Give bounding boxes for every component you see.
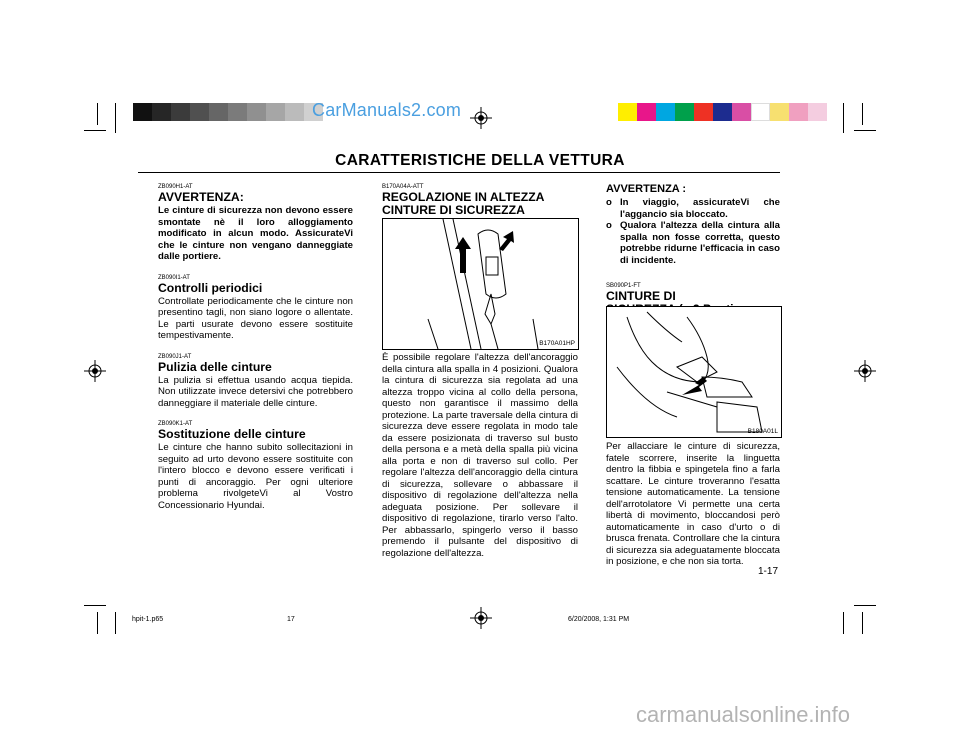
section-text: Per allacciare le cinture di sicurezza, fatele scorrere, inserite la linguetta dentro la fibbia e spingetela fino a farla scattare. Le cinture troveranno l'esatta tensione automaticamente. La tensione dell'arrotolatore Vi permette una certa libertà di movimento, bloccandosi però automaticamente in caso d'urto o di brusca frenata. Controllare che la cintura di sicurezza sia adeguatamente bloccata in posizione, e che non sia torta. [606, 441, 780, 567]
color-swatch [190, 103, 209, 121]
crop-mark [862, 612, 863, 634]
crop-mark [843, 612, 844, 634]
registration-mark-icon [470, 107, 492, 129]
warning-item: o Qualora l'altezza della cintura alla spalla non fosse corretta, questo potrebbe ridurne l'efficacia in caso di incidente. [606, 220, 780, 266]
color-swatch [770, 103, 789, 121]
color-swatch [713, 103, 732, 121]
gray-calibration-bar [133, 103, 323, 121]
section-code: ZB090H1-AT [158, 184, 193, 190]
middle-column-text [382, 352, 578, 559]
middle-column [382, 183, 578, 218]
figure-caption: B180A01L [747, 428, 778, 435]
color-swatch [637, 103, 656, 121]
color-swatch [618, 103, 637, 121]
footer-page: 17 [287, 616, 295, 623]
warning-list [606, 197, 780, 266]
section-heading: Controlli periodici [158, 280, 263, 295]
crop-mark [854, 605, 876, 606]
crop-mark [862, 103, 863, 125]
section-code: SB090P1-FT [606, 283, 641, 289]
section-text: Controllate periodicamente che le cinture non presentino tagli, non siano logore o allentate. Le parti usurate devono essere sostituite tempestivamente. [158, 295, 353, 341]
right-column-text [606, 441, 780, 568]
warning-item: o In viaggio, assicurateVi che l'aggancio sia bloccato. [606, 197, 780, 220]
crop-mark [843, 103, 844, 133]
left-column [158, 183, 353, 511]
page-number: 1-17 [758, 566, 779, 577]
color-swatch [285, 103, 304, 121]
section-heading: CINTURE DI [606, 289, 676, 303]
seatbelt-height-illustration [383, 219, 578, 349]
seatbelt-buckle-illustration [607, 307, 781, 437]
color-swatch [732, 103, 751, 121]
color-swatch [152, 103, 171, 121]
crop-mark [115, 612, 116, 634]
registration-mark-icon [84, 360, 106, 382]
crop-mark [115, 103, 116, 133]
crop-mark [97, 103, 98, 125]
registration-mark-icon [470, 607, 492, 629]
crop-mark [84, 130, 106, 131]
color-swatch [789, 103, 808, 121]
section-code: ZB090K1-AT [158, 421, 193, 427]
warning-heading: AVVERTENZA : [606, 183, 687, 195]
figure-caption: B170A01HP [539, 340, 575, 347]
seatbelt-height-figure [382, 218, 579, 350]
section-heading: Pulizia delle cinture [158, 359, 272, 374]
color-swatch [209, 103, 228, 121]
color-swatch [247, 103, 266, 121]
section-code: B170A04A-ATT [382, 184, 424, 190]
footer-file: hpit-1.p65 [132, 616, 164, 623]
color-swatch [808, 103, 827, 121]
brand-logo-text: CarManuals2.com [312, 100, 462, 120]
color-calibration-bar [618, 103, 827, 121]
section-text: È possibile regolare l'altezza dell'ancoraggio della cintura alla spalla in 4 posizioni. Qualora la cintura di sicurezza sia regolata ad una altezza troppo vicina al collo della persona, questo non garantisce il massimo della protezione. La parte traversale della cintura di sicurezza deve essere regolata in modo tale da essere posizionata di traverso sul busto della persona e a metà della spalla più vicina alla porta e non di traverso sul collo. Per regolare l'altezza dell'ancoraggio della cintura di sicurezza, sollevare o abbassare il dispositivo di regolazione dell'altezza nella adeguata posizione. Per sollevare il dispositivo di regolazione, tirarlo verso l'alto. Per abbassarlo, spingerlo verso il basso premendo il pulsante del dispositivo di regolazione dell'altezza. [382, 352, 578, 559]
section-text: La pulizia si effettua usando acqua tiepida. Non utilizzate invece detersivi che potrebbero danneggiare il materiale delle cinture. [158, 374, 353, 409]
crop-mark [854, 130, 876, 131]
color-swatch [171, 103, 190, 121]
section-code: ZB090J1-AT [158, 353, 192, 360]
color-swatch [266, 103, 285, 121]
footer-date: 6/20/2008, 1:31 PM [568, 616, 630, 623]
section-heading: REGOLAZIONE IN ALTEZZA CINTURE DI SICUREZZA [382, 190, 545, 217]
color-swatch [694, 103, 713, 121]
section-text: Le cinture di sicurezza non devono essere smontate nè il loro alloggiamento modificato in alcun modo. AssicurateVi che le cinture non vengano danneggiate dalle portiere. [158, 205, 353, 262]
color-swatch [675, 103, 694, 121]
color-swatch [228, 103, 247, 121]
registration-mark-icon [854, 360, 876, 382]
section-heading: AVVERTENZA: [158, 190, 244, 204]
page-title: CARATTERISTICHE DELLA VETTURA [335, 152, 625, 169]
section-text: Le cinture che hanno subito sollecitazioni in seguito ad urto devono essere sostituite con l'intero blocco e devono essere verificati i punti di ancoraggio. Per ogni ulteriore problema rivolgeteVi al Vostro Concessionario Hyundai. [158, 442, 353, 511]
section-heading: Sostituzione delle cinture [158, 427, 306, 441]
section-code: ZB090I1-AT [158, 274, 190, 281]
seatbelt-buckle-figure [606, 306, 782, 438]
color-swatch [656, 103, 675, 121]
color-swatch [133, 103, 152, 121]
crop-mark [97, 612, 98, 634]
title-divider [138, 172, 780, 173]
color-swatch [751, 103, 770, 121]
crop-mark [84, 605, 106, 606]
arrow-diagonal-icon [499, 231, 514, 251]
arrow-up-icon [455, 237, 471, 273]
watermark: carmanualsonline.info [636, 702, 851, 727]
